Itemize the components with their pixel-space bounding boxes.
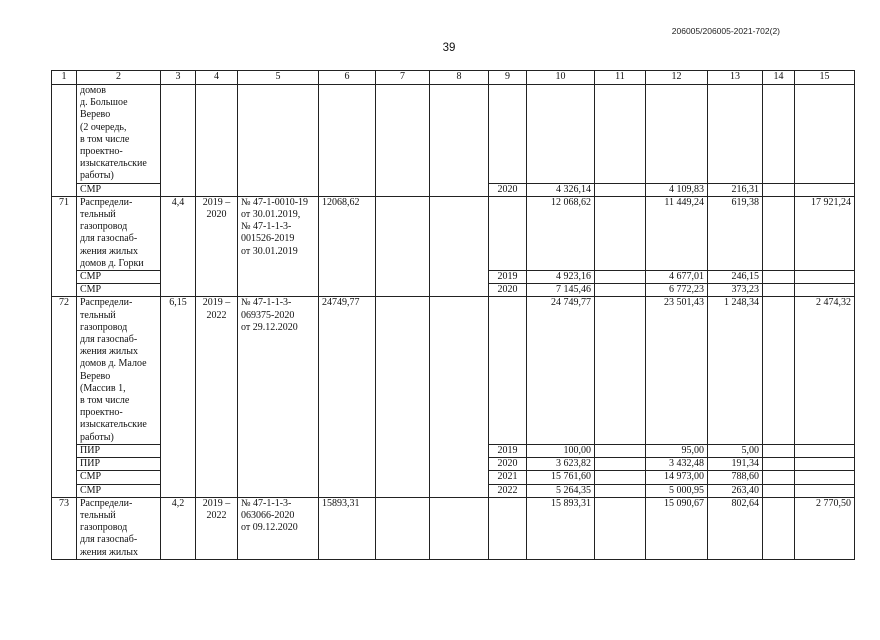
stage-year: 2019 (489, 271, 527, 284)
object-name-line: д. Большое (80, 97, 128, 109)
stage-c15 (795, 271, 855, 284)
col7-cell (376, 85, 430, 197)
c13-cell: 619,38 (708, 196, 763, 270)
c12-cell: 15 090,67 (646, 497, 708, 559)
column-header: 13 (708, 71, 763, 85)
object-name-line: жения жилых (80, 245, 138, 257)
stage-c12: 14 973,00 (646, 471, 708, 484)
permit-cell-line: № 47-1-0010-19 (241, 196, 309, 208)
stage-c14 (763, 284, 795, 297)
stage-c10: 15 761,60 (527, 471, 595, 484)
object-row (52, 497, 855, 559)
stage-c10: 7 145,46 (527, 284, 595, 297)
column-header: 5 (238, 71, 319, 85)
stage-c15 (795, 471, 855, 484)
stage-c10: 5 264,35 (527, 484, 595, 497)
stage-year: 2021 (489, 471, 527, 484)
permit-cell-line: 069375-2020 (241, 309, 295, 321)
permit-cell-line: 001526-2019 (241, 233, 295, 245)
permit-cell (238, 196, 319, 297)
object-name-line: (2 очередь, (80, 121, 127, 133)
stage-type: ПИР (77, 444, 161, 457)
object-name-line: тельный (80, 509, 116, 521)
stage-c13: 216,31 (708, 183, 763, 196)
stage-c11 (595, 284, 646, 297)
stage-c11 (595, 458, 646, 471)
stage-c10: 4 326,14 (527, 183, 595, 196)
c10-cell: 24 749,77 (527, 297, 595, 444)
permit-cell-line: № 47-1-1-3- (241, 497, 292, 509)
stage-type: СМР (77, 284, 161, 297)
object-name-line: тельный (80, 309, 116, 321)
column-header: 12 (646, 71, 708, 85)
stage-year: 2022 (489, 484, 527, 497)
object-name-line: в том числе (80, 395, 130, 407)
stage-c10: 4 923,16 (527, 271, 595, 284)
object-name-line: газопровод (80, 321, 128, 333)
stage-c13: 246,15 (708, 271, 763, 284)
stage-type: ПИР (77, 458, 161, 471)
c11-cell (595, 297, 646, 444)
stage-year: 2020 (489, 284, 527, 297)
page-number: 39 (442, 42, 456, 54)
period-cell (196, 196, 238, 297)
period-cell (196, 85, 238, 197)
column-header: 15 (795, 71, 855, 85)
document-id: 206005/206005-2021-702(2) (671, 26, 780, 36)
stage-c15 (795, 183, 855, 196)
object-row (52, 297, 855, 444)
stage-c14 (763, 458, 795, 471)
year-cell (489, 196, 527, 270)
c13-cell: 1 248,34 (708, 297, 763, 444)
cost-cell: 15893,31 (319, 497, 376, 559)
stage-c14 (763, 271, 795, 284)
object-name (77, 85, 161, 184)
period-cell-line: 2019 – (202, 297, 231, 309)
col8-cell (430, 497, 489, 559)
length-cell: 4,2 (161, 497, 196, 559)
stage-c15 (795, 458, 855, 471)
permit-cell-line: от 29.12.2020 (241, 321, 298, 333)
column-header: 11 (595, 71, 646, 85)
c10-cell: 12 068,62 (527, 196, 595, 270)
column-header: 10 (527, 71, 595, 85)
column-header: 9 (489, 71, 527, 85)
object-name-line: тельный (80, 209, 116, 221)
permit-cell (238, 85, 319, 197)
length-cell: 4,4 (161, 196, 196, 297)
c12-cell: 11 449,24 (646, 196, 708, 270)
row-number (52, 85, 77, 197)
stage-c12: 3 432,48 (646, 458, 708, 471)
object-row (52, 196, 855, 270)
object-name-line: газопровод (80, 221, 128, 233)
column-header: 8 (430, 71, 489, 85)
stage-c14 (763, 484, 795, 497)
cost-cell (319, 85, 376, 197)
permit-cell-line: 063066-2020 (241, 509, 295, 521)
permit-cell-line: № 47-1-1-3- (241, 221, 292, 233)
continuation-row (52, 85, 855, 184)
period-cell-line: 2022 (206, 509, 227, 521)
stage-c14 (763, 444, 795, 457)
permit-cell-line: от 30.01.2019 (241, 245, 298, 257)
permit-cell-line: от 09.12.2020 (241, 522, 298, 534)
stage-type: СМР (77, 183, 161, 196)
stage-c15 (795, 484, 855, 497)
c10-cell (527, 85, 595, 184)
c14-cell (763, 85, 795, 184)
stage-c13: 263,40 (708, 484, 763, 497)
c13-cell: 802,64 (708, 497, 763, 559)
year-cell (489, 497, 527, 559)
c11-cell (595, 85, 646, 184)
column-header: 14 (763, 71, 795, 85)
object-name-line: жения жилых (80, 346, 138, 358)
period-cell-line: 2019 – (202, 196, 231, 208)
c10-cell: 15 893,31 (527, 497, 595, 559)
object-name-line: Верево (80, 109, 111, 121)
period-cell-line: 2019 – (202, 497, 231, 509)
object-name-line: жения жилых (80, 546, 138, 558)
row-number: 71 (52, 196, 77, 297)
col7-cell (376, 497, 430, 559)
stage-c13: 5,00 (708, 444, 763, 457)
col8-cell (430, 297, 489, 497)
object-name-line: Распредели- (80, 196, 133, 208)
c15-cell: 2 770,50 (795, 497, 855, 559)
stage-c14 (763, 471, 795, 484)
data-table (51, 70, 855, 560)
object-name-line: домов д. Малое (80, 358, 147, 370)
col7-cell (376, 196, 430, 297)
table-body (52, 71, 855, 560)
column-header: 3 (161, 71, 196, 85)
permit-cell-line: № 47-1-1-3- (241, 297, 292, 309)
length-cell: 6,15 (161, 297, 196, 497)
stage-c12: 4 677,01 (646, 271, 708, 284)
c14-cell (763, 196, 795, 270)
col8-cell (430, 85, 489, 197)
year-cell (489, 85, 527, 184)
stage-c12: 95,00 (646, 444, 708, 457)
column-header: 7 (376, 71, 430, 85)
length-cell (161, 85, 196, 197)
object-name-line: изыскательские (80, 419, 147, 431)
stage-c15 (795, 284, 855, 297)
stage-c11 (595, 271, 646, 284)
stage-c13: 373,23 (708, 284, 763, 297)
object-name-line: проектно- (80, 407, 123, 419)
stage-year: 2020 (489, 458, 527, 471)
c11-cell (595, 196, 646, 270)
cost-cell: 24749,77 (319, 297, 376, 497)
stage-c13: 191,34 (708, 458, 763, 471)
c15-cell: 2 474,32 (795, 297, 855, 444)
year-cell (489, 297, 527, 444)
stage-c12: 6 772,23 (646, 284, 708, 297)
stage-type: СМР (77, 271, 161, 284)
object-name (77, 196, 161, 270)
period-cell-line: 2020 (206, 209, 227, 221)
permit-cell (238, 297, 319, 497)
column-header: 4 (196, 71, 238, 85)
object-name-line: работы) (80, 431, 114, 443)
row-number: 73 (52, 497, 77, 559)
stage-c11 (595, 444, 646, 457)
stage-c13: 788,60 (708, 471, 763, 484)
stage-c14 (763, 183, 795, 196)
object-name-line: для газосnаб- (80, 534, 138, 546)
stage-c11 (595, 471, 646, 484)
c14-cell (763, 297, 795, 444)
object-name-line: домов (80, 85, 106, 96)
period-cell (196, 497, 238, 559)
col8-cell (430, 196, 489, 297)
stage-c10: 100,00 (527, 444, 595, 457)
c15-cell: 17 921,24 (795, 196, 855, 270)
c15-cell (795, 85, 855, 184)
column-header: 1 (52, 71, 77, 85)
stage-c11 (595, 484, 646, 497)
cost-cell: 12068,62 (319, 196, 376, 297)
stage-c15 (795, 444, 855, 457)
permit-cell-line: от 30.01.2019, (241, 209, 301, 221)
period-cell-line: 2022 (206, 309, 227, 321)
c12-cell (646, 85, 708, 184)
stage-c12: 4 109,83 (646, 183, 708, 196)
column-header: 6 (319, 71, 376, 85)
c11-cell (595, 497, 646, 559)
stage-year: 2019 (489, 444, 527, 457)
c14-cell (763, 497, 795, 559)
object-name-line: в том числе (80, 133, 130, 145)
object-name-line: Верево (80, 370, 111, 382)
permit-cell (238, 497, 319, 559)
stage-type: СМР (77, 471, 161, 484)
col7-cell (376, 297, 430, 497)
row-number: 72 (52, 297, 77, 497)
object-name-line: домов д. Горки (80, 257, 144, 269)
object-name-line: работы) (80, 170, 114, 182)
period-cell (196, 297, 238, 497)
object-name-line: для газосnаб- (80, 233, 138, 245)
object-name-line: газопровод (80, 522, 128, 534)
stage-year: 2020 (489, 183, 527, 196)
object-name (77, 297, 161, 444)
object-name-line: для газосnаб- (80, 334, 138, 346)
column-number-row (52, 71, 855, 85)
object-name-line: Распредели- (80, 497, 133, 509)
stage-c12: 5 000,95 (646, 484, 708, 497)
object-name-line: Распредели- (80, 297, 133, 309)
column-header: 2 (77, 71, 161, 85)
object-name-line: изыскательские (80, 158, 147, 170)
c12-cell: 23 501,43 (646, 297, 708, 444)
object-name-line: (Массив 1, (80, 382, 126, 394)
stage-c10: 3 623,82 (527, 458, 595, 471)
stage-type: СМР (77, 484, 161, 497)
object-name (77, 497, 161, 559)
c13-cell (708, 85, 763, 184)
stage-c11 (595, 183, 646, 196)
object-name-line: проектно- (80, 146, 123, 158)
